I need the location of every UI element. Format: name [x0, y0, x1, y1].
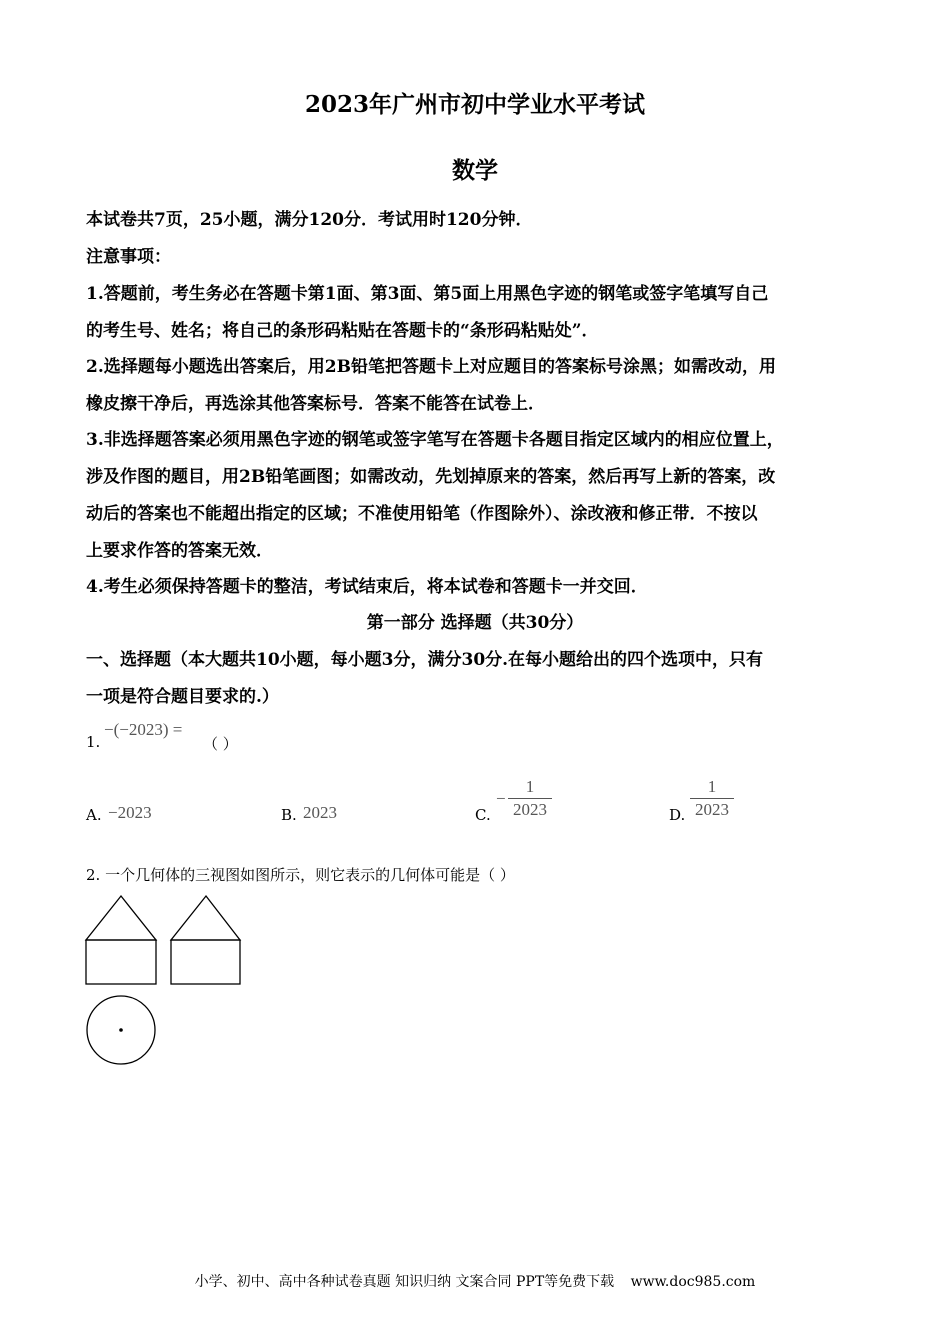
- note-line: 涉及作图的题目，用2B铅笔画图；如需改动，先划掉原来的答案，然后再写上新的答案，改: [86, 467, 776, 487]
- three-view-diagram: [80, 890, 250, 1070]
- top-view: [87, 996, 155, 1064]
- notes-heading: 注意事项：: [86, 247, 171, 267]
- side-view-rectangle: [171, 940, 240, 984]
- section1-line: 一项是符合题目要求的.）: [86, 687, 279, 707]
- fraction-denominator: 2023: [513, 800, 547, 819]
- footer-text: 小学、初中、高中各种试卷真题 知识归纳 文案合同 PPT等免费下载: [194, 1274, 615, 1290]
- q1-number: 1.: [86, 733, 101, 751]
- subject-title: 数学: [452, 157, 498, 184]
- front-view-rectangle: [86, 940, 156, 984]
- note-line: 1.答题前，考生务必在答题卡第1面、第3面、第5面上用黑色字迹的钢笔或签字笔填写自己: [86, 284, 769, 304]
- note-line: 2.选择题每小题选出答案后，用2B铅笔把答题卡上对应题目的答案标号涂黑；如需改动，用: [86, 357, 776, 377]
- fraction-bar: [508, 798, 552, 799]
- side-view: [171, 896, 240, 984]
- note-line: 上要求作答的答案无效．: [86, 541, 273, 561]
- q1-option-c-sign: −: [496, 789, 506, 808]
- q1-option-d-label: D.: [669, 806, 686, 824]
- top-view-center-dot: [119, 1028, 123, 1032]
- exam-intro: 本试卷共7页，25小题，满分120分．考试用时120分钟．: [86, 210, 533, 230]
- note-line: 的考生号、姓名；将自己的条形码粘贴在答题卡的“条形码粘贴处”．: [86, 321, 599, 341]
- front-view: [86, 896, 156, 984]
- q1-option-a-label: A.: [86, 806, 102, 824]
- q1-option-d-fraction: [690, 777, 734, 820]
- footer-website: www.doc985.com: [630, 1274, 756, 1290]
- fraction-bar: [690, 798, 734, 799]
- fraction-numerator: 1: [525, 777, 535, 796]
- q1-option-a-value: −2023: [108, 803, 152, 822]
- section1-line: 一、选择题（本大题共10小题，每小题3分，满分30分.在每小题给出的四个选项中，只有: [86, 650, 764, 670]
- page-footer: [0, 1271, 950, 1291]
- exam-title: 2023年广州市初中学业水平考试: [304, 91, 645, 118]
- part1-heading: 第一部分 选择题（共30分）: [366, 613, 584, 633]
- fraction-numerator: 1: [707, 777, 717, 796]
- q2-text: 2. 一个几何体的三视图如图所示，则它表示的几何体可能是（ ）: [86, 866, 515, 884]
- q1-blank: （ ）: [203, 735, 238, 753]
- q1-option-b-value: 2023: [303, 803, 337, 822]
- q1-expression: −(−2023) =: [104, 720, 183, 739]
- note-line: 3.非选择题答案必须用黑色字迹的钢笔或签字笔写在答题卡各题目指定区域内的相应位置上，: [86, 430, 784, 450]
- side-view-triangle: [171, 896, 240, 940]
- q1-option-c-label: C.: [475, 806, 491, 824]
- fraction-denominator: 2023: [695, 800, 729, 819]
- note-line: 橡皮擦干净后，再选涂其他答案标号．答案不能答在试卷上．: [86, 394, 545, 414]
- note-line: 4.考生必须保持答题卡的整洁，考试结束后，将本试卷和答题卡一并交回．: [86, 577, 648, 597]
- note-line: 动后的答案也不能超出指定的区域；不准使用铅笔（作图除外）、涂改液和修正带．不按以: [86, 504, 758, 524]
- q1-option-c-fraction: [508, 777, 552, 820]
- q1-option-b-label: B.: [281, 806, 297, 824]
- front-view-triangle: [86, 896, 156, 940]
